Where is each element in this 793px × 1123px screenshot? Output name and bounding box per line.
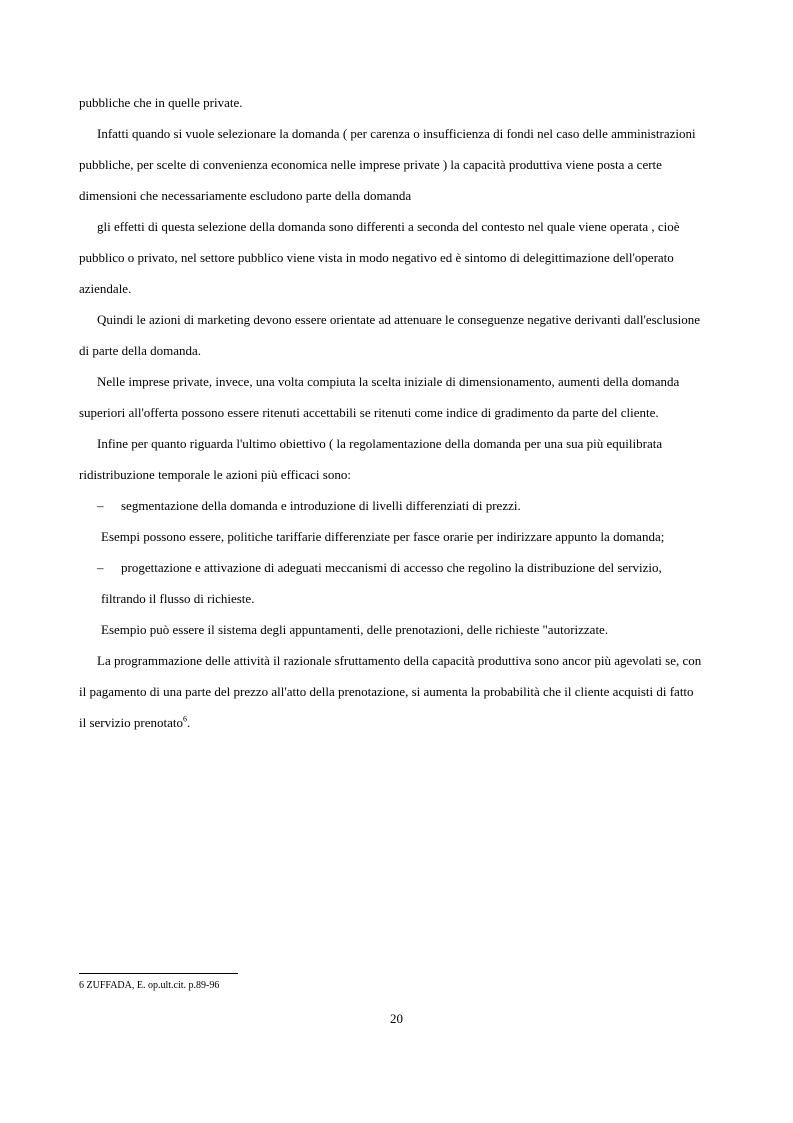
bullet-example: Esempio può essere il sistema degli appuntamenti, delle prenotazioni, delle richieste "autorizzate.	[101, 622, 609, 637]
body-line: ridistribuzione temporale le azioni più efficaci sono:	[79, 467, 351, 482]
footnote: 6 ZUFFADA, E. op.ult.cit. p.89-96	[79, 980, 220, 991]
paragraph-start: La programmazione delle attività il razionale sfruttamento della capacità produttiva sono ancor più agevolati se, con	[97, 653, 702, 668]
paragraph-start: Nelle imprese private, invece, una volta compiuta la scelta iniziale di dimensionamento, aumenti della domanda	[97, 374, 680, 389]
paragraph-start: Infine per quanto riguarda l'ultimo obiettivo ( la regolamentazione della domanda per una sua più equilibrata	[97, 436, 663, 451]
body-line: superiori all'offerta possono essere ritenuti accettabili se ritenuti come indice di gradimento da parte del cliente.	[79, 405, 659, 420]
body-line: di parte della domanda.	[79, 343, 202, 358]
footnote-reference[interactable]: 6	[182, 714, 187, 724]
bullet-continuation: filtrando il flusso di richieste.	[101, 591, 255, 606]
body-text: .	[186, 715, 191, 730]
body-line: dimensioni che necessariamente escludono parte della domanda	[79, 188, 412, 203]
bullet-dash: –	[97, 498, 104, 513]
body-line: il pagamento di una parte del prezzo all'atto della prenotazione, si aumenta la probabilità che il cliente acquisti di fatto	[79, 684, 694, 699]
body-line: pubbliche che in quelle private.	[79, 95, 243, 110]
body-line-last	[79, 715, 190, 731]
bullet-item: progettazione e attivazione di adeguati meccanismi di accesso che regolino la distribuzione del servizio,	[121, 560, 662, 575]
bullet-dash: –	[97, 560, 104, 575]
bullet-example: Esempi possono essere, politiche tariffarie differenziate per fasce orarie per indirizzare appunto la domanda;	[101, 529, 665, 544]
body-line: aziendale.	[79, 281, 132, 296]
paragraph-start: gli effetti di questa selezione della domanda sono differenti a seconda del contesto nel quale viene operata , cioè	[97, 219, 680, 234]
bullet-item: segmentazione della domanda e introduzione di livelli differenziati di prezzi.	[121, 498, 521, 513]
body-text: il servizio prenotato	[79, 715, 183, 730]
body-line: pubbliche, per scelte di convenienza economica nelle imprese private ) la capacità produttiva viene posta a certe	[79, 157, 662, 172]
page-number: 20	[390, 1011, 403, 1026]
paragraph-start: Quindi le azioni di marketing devono essere orientate ad attenuare le conseguenze negative derivanti dall'esclusione	[97, 312, 700, 327]
body-line: pubblico o privato, nel settore pubblico viene vista in modo negativo ed è sintomo di delegittimazione dell'operato	[79, 250, 674, 265]
footnote-separator	[79, 973, 238, 974]
paragraph-start: Infatti quando si vuole selezionare la domanda ( per carenza o insufficienza di fondi nel caso delle amministrazioni	[97, 126, 696, 141]
